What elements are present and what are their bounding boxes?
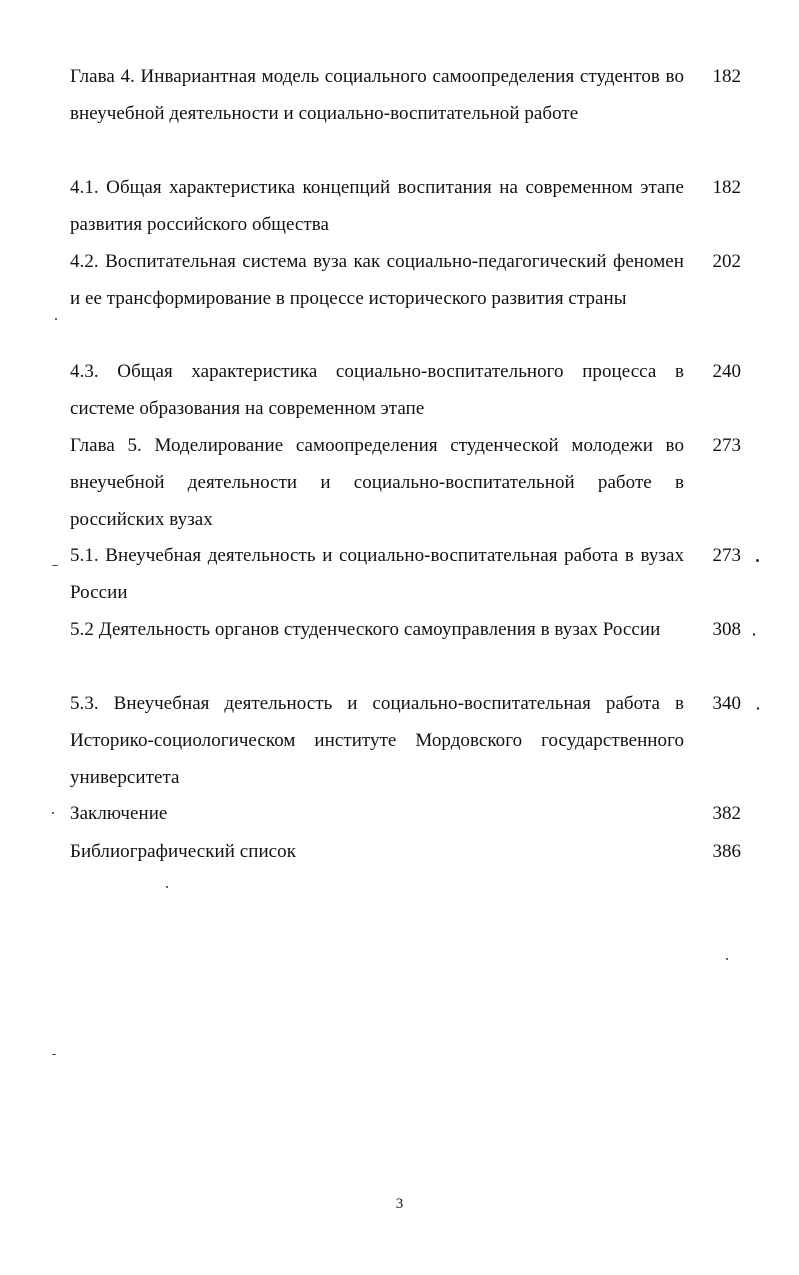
toc-entry-page: 182 <box>712 177 741 198</box>
toc-entry-title: Глава 4. Инвариантная модель социального самоопределения студентов во внеучебной деятельности и социально-воспитательной работе <box>70 66 684 124</box>
toc-entry-title: 5.3. Внеучебная деятельность и социально-воспитательная работа в Историко-социологическом институте Мордовского государственного университета <box>70 693 684 788</box>
toc-entry-page: 308 <box>712 619 741 640</box>
toc-entry-conclusion <box>70 795 740 832</box>
toc-entry-title: Глава 5. Моделирование самоопределения студенческой молодежи во внеучебной деятельности и социально-воспитательной работе в российских вузах <box>70 435 684 530</box>
toc-entry-4-2 <box>70 243 740 317</box>
toc-entry-page: 340 <box>712 693 741 714</box>
toc-entry-title: 4.2. Воспитательная система вуза как социально-педагогический феномен и ее трансформирование в процессе исторического развития страны <box>70 251 684 309</box>
toc-entry-title: 4.1. Общая характеристика концепций воспитания на современном этапе развития российского общества <box>70 177 684 235</box>
scan-speck <box>757 707 759 710</box>
toc-entry-page: 182 <box>712 66 741 87</box>
toc-entry-page: 382 <box>712 803 741 824</box>
toc-entry-page: 202 <box>712 251 741 272</box>
scan-speck <box>756 559 759 562</box>
toc-entry-page: 386 <box>712 841 741 862</box>
toc-entry-page: 273 <box>712 545 741 566</box>
scan-speck <box>55 318 57 320</box>
scan-speck <box>166 886 168 888</box>
toc-entry-page: 273 <box>712 435 741 456</box>
scan-speck <box>52 565 58 566</box>
scan-speck <box>726 958 728 960</box>
toc-entry-bibliography <box>70 833 740 870</box>
toc-entry-title: Библиографический список <box>70 841 296 862</box>
toc-entry-title: 5.1. Внеучебная деятельность и социально-воспитательная работа в вузах России <box>70 545 684 603</box>
toc-entry-title: Заключение <box>70 803 168 824</box>
toc-entry-5-1 <box>70 537 740 611</box>
toc-entry-4-3 <box>70 353 740 427</box>
scan-speck <box>52 812 54 814</box>
toc-entry-title: 5.2 Деятельность органов студенческого самоуправления в вузах России <box>70 619 661 640</box>
scan-speck <box>52 1054 56 1055</box>
toc-entry-chapter-5 <box>70 427 740 538</box>
toc-entry-4-1 <box>70 169 740 243</box>
scan-speck <box>753 633 755 636</box>
toc-entry-5-3 <box>70 685 740 796</box>
toc-entry-5-2 <box>70 611 740 648</box>
page-number: 3 <box>395 1196 404 1212</box>
toc-entry-page: 240 <box>712 361 741 382</box>
toc-entry-title: 4.3. Общая характеристика социально-воспитательного процесса в системе образования на современном этапе <box>70 361 684 419</box>
toc-entry-chapter-4 <box>70 58 740 132</box>
